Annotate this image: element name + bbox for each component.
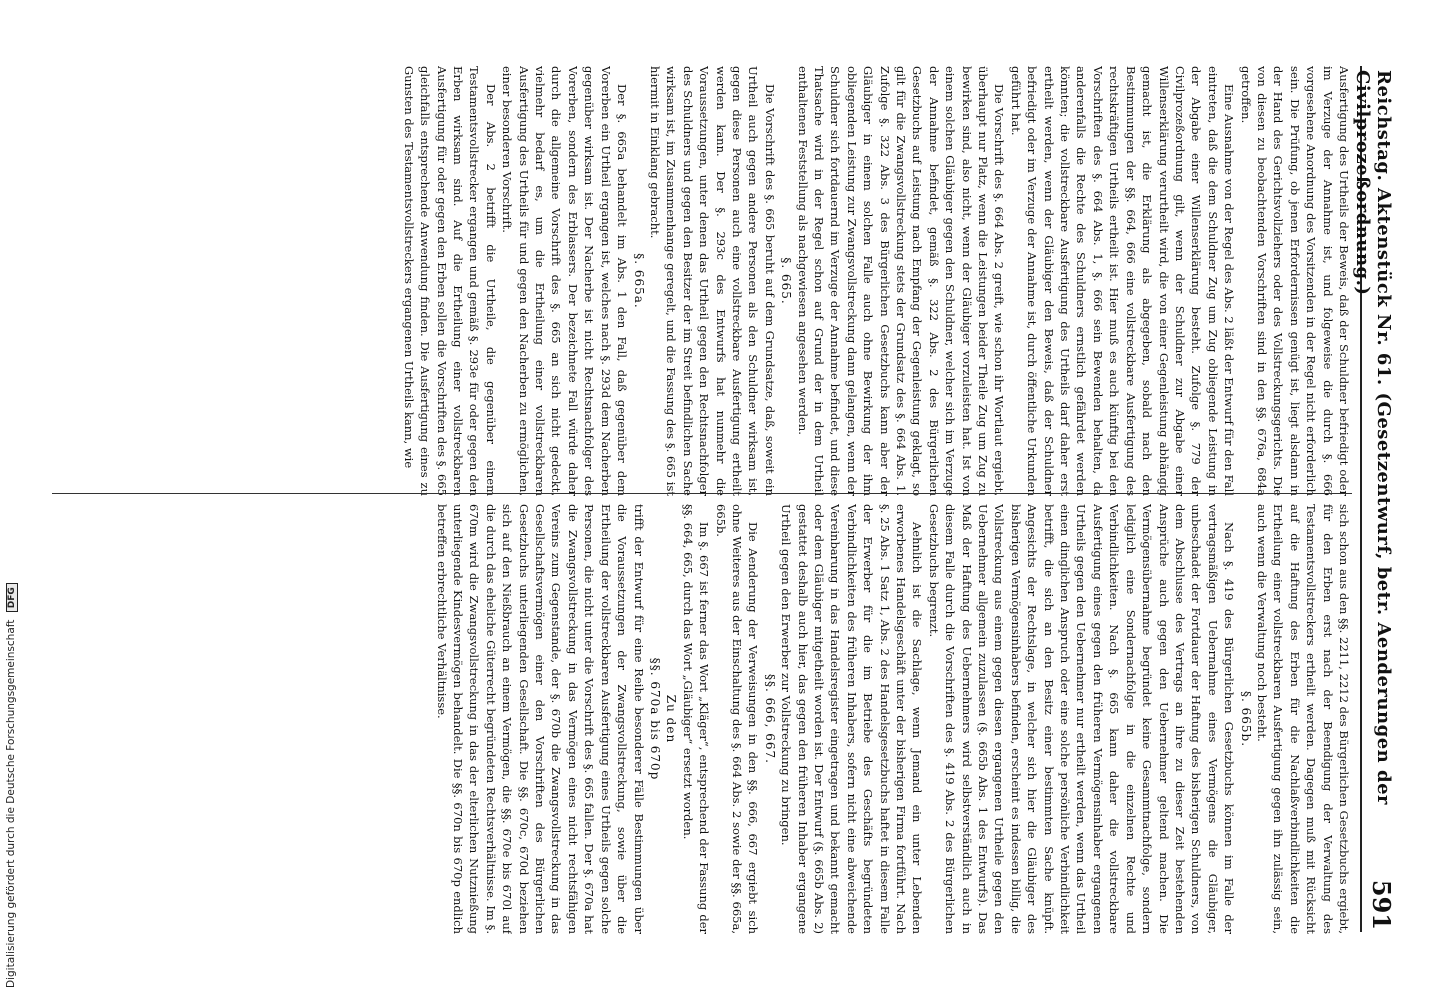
section-heading: §. 665. — [779, 257, 794, 305]
paragraph: Die Vorschrift des §. 664 Abs. 2 greift, wie schon ihr Wortlaut ergiebt, überhaupt nur Platz, wenn die Leistungen beider Theile Zug um Zug zu bewirken sind, also nicht, wenn der Gläubiger vorzuleisten hat. Ist von einem solchen Gläubiger gegen den Schuldner, welcher sich im Verzuge der Annahme befindet, gemäß §. 322 Abs. 2 des Bürgerlichen Gesetzbuchs auf Leistung nach Empfang der Gegenleistung geklagt, so gilt für die Zwangsvollstreckung stets der Grundsatz des §. 664 Abs. 1. Zufolge §. 322 Abs. 3 des Bürgerlichen Gesetzbuchs kann aber der Gläubiger in einem solchen Falle auch ohne Bewirkung der ihm obliegenden Leistung zur Zwangsvollstreckung dann gelangen, wenn der Schuldner sich fortdauernd im Verzuge der Annahme befindet, und diese Thatsache wird in der Regel schon auf Grund der in dem Urtheil enthaltenen Feststellung als nachgewiesen angesehen werden. — [795, 66, 1007, 496]
paragraph: Aehnlich ist die Sachlage, wenn Jemand ein unter Lebenden erworbenes Handelsgeschäft unter der bisherigen Firma fortführt. Nach §. 25 Abs. 1 Satz 1, Abs. 2 des Handelsgesetzbuchs haftet in diesem Falle der Erwerber für die im Betriebe des Geschäfts begründeten Verbindlichkeiten des früheren Inhabers, sofern nicht eine abweichende Vereinbarung in das Handelsregister eingetragen und bekannt gemacht oder dem Gläubiger mitgetheilt worden ist. Der Entwurf (§. 665b Abs. 2) gestattet deshalb auch hier, das gegen den früheren Inhaber ergangene Urtheil gegen den Erwerber zur Vollstreckung zu bringen. — [779, 504, 925, 934]
section-heading: §§. 670a bis 670p — [647, 657, 662, 781]
right-column — [22, 504, 1352, 934]
left-column — [22, 66, 1352, 496]
paragraph: Ausfertigung des Urtheils der Beweis, daß der Schuldner befriedigt oder im Verzuge der Annahme ist, und folgeweise die durch §. 666 vorgesehene Anordnung des Vorsitzenden in der Regel nicht erforderlich sein. Die Prüfung, ob jenen Erfordernissen genügt ist, liegt alsdann in der Hand des Gerichtsvollziehers oder des Vollstreckungsgerichts. Die von diesen zu beobachtenden Vorschriften sind in den §§. 676a, 684a getroffen. — [1238, 66, 1351, 496]
running-title: Reichstag. Aktenstück Nr. 61. (Gesetzentwurf, betr. Aenderungen der Civilprozeßordnung.) — [1352, 70, 1394, 806]
column-divider — [52, 493, 1352, 494]
digitization-sidebar — [0, 0, 24, 1000]
paragraph: Der §. 665a behandelt im Abs. 1 den Fall, daß gegenüber dem Vorerben ein Urtheil ergangen ist, welches nach §. 293d dem Nacherben gegenüber wirksam ist. Der Nacherbe ist nicht Rechtsnachfolger des Vorerben, sondern des Erblassers. Der bezeichnete Fall würde daher durch die allgemeine Vorschrift des §. 665 an sich nicht gedeckt, vielmehr bedarf es, um die Ertheilung einer vollstreckbaren Ausfertigung des Urtheils für und gegen den Nacherben zu ermöglichen, einer besonderen Vorschrift. — [500, 66, 630, 496]
paragraph: Die Aenderung der Verweisungen in den §§. 666, 667 ergiebt sich ohne Weiteres aus der Einschaltung des §. 664 Abs. 2 sowie der §§. 665a, 665b. — [713, 504, 761, 934]
dfg-logo: DFG — [6, 583, 18, 612]
page-header — [1352, 66, 1396, 932]
paragraph: Im §. 667 ist ferner das Wort „Kläger“, entsprechend der Fassung der §§. 664, 665, durch das Wort „Gläubiger“ ersetzt worden. — [680, 504, 712, 934]
section-heading: §. 665a. — [631, 253, 646, 309]
section-heading: §. 665b. — [1238, 690, 1253, 748]
paragraph: sich schon aus den §§. 2211, 2212 des Bürgerlichen Gesetzbuchs ergiebt, für den Erben erst nach der Beendigung der Verwaltung des Testamentsvollstreckers ertheilt werden. Dagegen muß mit Rücksicht auf die Haftung des Erben für die Nachlaßverbindlichkeiten die Ertheilung einer vollstreckbaren Ausfertigung gegen ihn zulässig sein, auch wenn die Verwaltung noch besteht. — [1254, 504, 1351, 934]
section-intro: Zu den — [664, 694, 679, 744]
paragraph: trifft der Entwurf für eine Reihe besonderer Fälle Bestimmungen über die Voraussetzungen der Zwangsvollstreckung, sowie über die Ertheilung der vollstreckbaren Ausfertigung eines Urtheils gegen solche Personen, die nicht unter die Vorschrift des §. 665 fallen. Der §. 670a hat die Zwangsvollstreckung in das Vermögen eines nicht rechtsfähigen Vereins zum Gegenstande, der §. 670b die Zwangsvollstreckung in das Gesellschaftsvermögen einer den Vorschriften des Bürgerlichen Gesetzbuchs unterliegenden Gesellschaft. Die §§. 670c, 670d beziehen sich auf den Nießbrauch an einem Vermögen, die §§. 670e bis 670l auf die durch das eheliche Güterrecht begründeten Rechtsverhältnisse. Im §. 670m wird die Zwangsvollstreckung in das der elterlichen Nutznießung unterliegende Kindesvermögen behandelt. Die §§. 670n bis 670p endlich betreffen erbrechtliche Verhältnisse. — [434, 504, 646, 934]
credit-text: Digitalisierung gefördert durch die Deutsche Forschungsgemeinschaft — [5, 619, 17, 988]
paragraph: Die Vorschrift des §. 665 beruht auf dem Grundsatze, daß, soweit ein Urtheil auch gegen andere Personen als den Schuldner wirksam ist, gegen diese Personen auch eine vollstreckbare Ausfertigung ertheilt werden kann. Der §. 293c des Entwurfs hat nunmehr die Voraussetzungen, unter denen das Urtheil gegen den Rechtsnachfolger des Schuldners und gegen den Besitzer der im Streit befindlichen Sache wirksam ist, im Zusammenhange geregelt, und die Fassung des §. 665 ist hiermit in Einklang gebracht. — [647, 66, 777, 496]
section-heading: §§. 666, 667. — [762, 674, 777, 764]
paragraph: Der Abs. 2 betrifft die Urtheile, die gegenüber einem Testamentsvollstrecker ergangen und gemäß §. 293e für oder gegen den Erben wirksam sind. Auf die Ertheilung einer vollstreckbaren Ausfertigung für oder gegen den Erben sollen die Vorschriften des §. 665 gleichfalls entsprechende Anwendung finden. Die Ausfertigung eines zu Gunsten des Testamentsvollstreckers ergangenen Urtheils kann, wie — [401, 66, 498, 496]
paragraph: Nach §. 419 des Bürgerlichen Gesetzbuchs können im Falle der vertragsmäßigen Uebernahme eines Vermögens die Gläubiger, unbeschadet der Fortdauer der Haftung des bisherigen Schuldners, von dem Abschlusse des Vertrags an ihre zu dieser Zeit bestehenden Ansprüche auch gegen den Uebernehmer geltend machen. Die Vermögensübernahme begründet keine Gesammtnachfolge, sondern lediglich eine Sondernachfolge in die einzelnen Rechte und Verbindlichkeiten. Nach §. 665 kann daher die vollstreckbare Ausfertigung eines gegen den früheren Vermögensinhaber ergangenen Urtheils gegen den Uebernehmer nur ertheilt werden, wenn das Urtheil einen dinglichen Anspruch oder eine solche persönliche Verbindlichkeit betrifft, die sich an den Besitz einer bestimmten Sache knüpft. Angesichts der Rechtslage, in welcher sich hier die Gläubiger des bisherigen Vermögensinhabers befinden, erscheint es indessen billig, die Vollstreckung aus einem gegen diesen ergangenen Urtheile gegen den Uebernehmer allgemein zuzulassen (§. 665b Abs. 1 des Entwurfs). Das Maß der Haftung des Uebernehmers wird selbstverständlich auch in diesem Falle durch die Vorschriften des §. 419 Abs. 2 des Bürgerlichen Gesetzbuchs begrenzt. — [926, 504, 1237, 934]
digitization-credit — [5, 583, 18, 988]
paragraph: Eine Ausnahme von der Regel des Abs. 2 läßt der Entwurf für den Fall eintreten, daß die dem Schuldner Zug um Zug obliegende Leistung in der Abgabe einer Willenserklärung besteht. Zufolge §. 779 der Civilprozeßordnung gilt, wenn der Schuldner zur Abgabe einer Willenserklärung verurtheilt wird, die von einer Gegenleistung abhängig gemacht ist, die Erklärung als abgegeben, sobald nach den Bestimmungen der §§. 664, 666 eine vollstreckbare Ausfertigung des rechtskräftigen Urtheils ertheilt ist. Hier muß es auch künftig bei den Vorschriften des §. 664 Abs. 1, §. 666 sein Bewenden behalten, da anderenfalls die Rechte des Schuldners ernstlich gefährdet werden könnten; die vollstreckbare Ausfertigung des Urtheils darf daher erst ertheilt werden, wenn der Gläubiger den Beweis, daß der Schuldner befriedigt oder im Verzuge der Annahme ist, durch öffentliche Urkunden geführt hat. — [1008, 66, 1237, 496]
page-number: 591 — [1367, 879, 1396, 930]
